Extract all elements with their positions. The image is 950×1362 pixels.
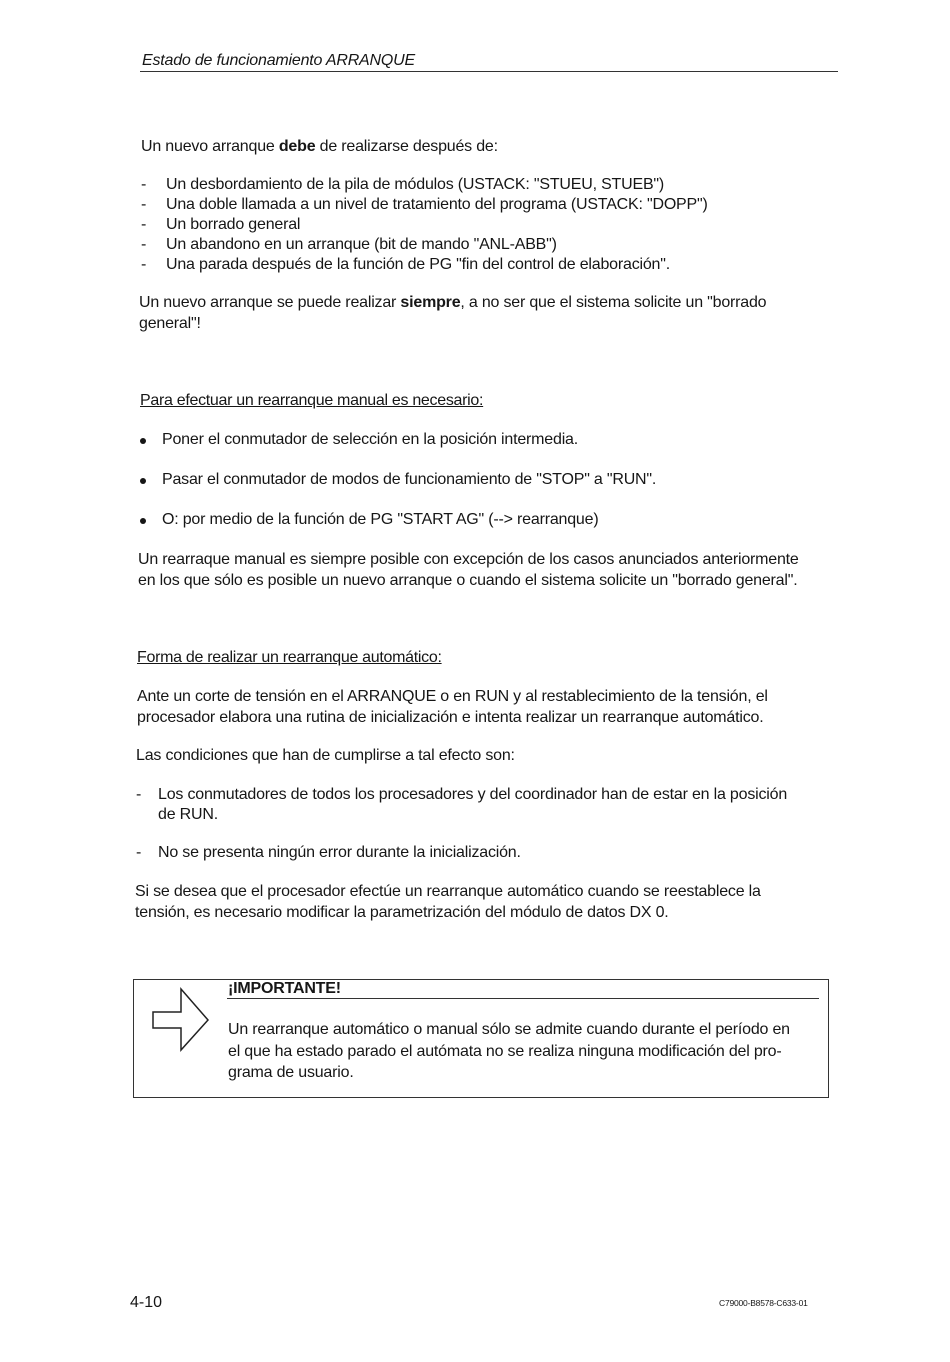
- paragraph-line: Un rearraque manual es siempre posible con excepción de los casos anunciados anteriormente: [138, 551, 799, 568]
- list-item: [141, 215, 708, 235]
- list-item-text: Un desbordamiento de la pila de módulos (USTACK: "STUEU, STUEB"): [166, 176, 665, 193]
- list-item-text: Una parada después de la función de PG "fin del control de elaboración".: [166, 256, 670, 273]
- closing-text-pre: Un nuevo arranque se puede realizar: [139, 294, 401, 311]
- list-item-text: Un abandono en un arranque (bit de mando "ANL-ABB"): [166, 236, 557, 253]
- intro-text-pre: Un nuevo arranque: [141, 138, 279, 155]
- page-number: 4-10: [130, 1294, 163, 1311]
- bullet-text: Pasar el conmutador de modos de funcionamiento de "STOP" a "RUN".: [162, 471, 657, 488]
- list-item: [141, 235, 708, 255]
- dash-marker: -: [141, 176, 147, 193]
- condition-line: Los conmutadores de todos los procesadores y del coordinador han de estar en la posición: [158, 786, 788, 803]
- dash-marker: -: [136, 844, 142, 861]
- dash-marker: -: [136, 786, 142, 803]
- important-notice-box: [133, 979, 829, 1098]
- bullet-item: [140, 430, 578, 450]
- intro-text-post: de realizarse después de:: [315, 138, 498, 155]
- section3-paragraph1: [137, 686, 768, 728]
- intro-text-bold: debe: [278, 138, 316, 155]
- section1-intro: [141, 136, 498, 157]
- list-item-text: Un borrado general: [166, 216, 301, 233]
- paragraph-line: Si se desea que el procesador efectúe un rearranque automático cuando se reestablece la: [135, 883, 761, 900]
- important-title-rule: [227, 998, 819, 999]
- arrow-right-icon: [151, 986, 213, 1052]
- condition-line: No se presenta ningún error durante la inicialización.: [158, 844, 521, 861]
- section3-paragraph2: Las condiciones que han de cumplirse a tal efecto son:: [136, 747, 515, 764]
- list-item: [141, 255, 708, 275]
- document-code: C79000-B8578-C633-01: [719, 1298, 808, 1308]
- bullet-dot: [140, 478, 146, 484]
- dash-marker: -: [141, 196, 147, 213]
- list-item: [141, 195, 708, 215]
- bullet-dot: [140, 438, 146, 444]
- dash-marker: -: [141, 256, 147, 273]
- bullet-text: O: por medio de la función de PG "START AG" (--> rearranque): [162, 511, 599, 528]
- dash-marker: -: [141, 236, 147, 253]
- bullet-text: Poner el conmutador de selección en la posición intermedia.: [162, 431, 579, 448]
- condition-line: de RUN.: [158, 806, 218, 823]
- important-title: ¡IMPORTANTE!: [228, 980, 341, 997]
- closing-line-2: general"!: [139, 315, 201, 332]
- section-heading-automatic: Forma de realizar un rearranque automático:: [137, 649, 442, 666]
- header-rule: [140, 71, 838, 72]
- condition-item: [136, 843, 521, 863]
- bullet-dot: [140, 518, 146, 524]
- section2-paragraph: [138, 549, 799, 591]
- dash-marker: -: [141, 216, 147, 233]
- closing-text-post: , a no ser que el sistema solicite un "borrado: [460, 294, 767, 311]
- closing-text-bold: siempre: [400, 294, 461, 311]
- section1-closing: [139, 292, 766, 334]
- paragraph-line: tensión, es necesario modificar la parametrización del módulo de datos DX 0.: [135, 904, 669, 921]
- section-heading-manual: Para efectuar un rearranque manual es necesario:: [140, 392, 484, 409]
- paragraph-line: Ante un corte de tensión en el ARRANQUE o en RUN y al restablecimiento de la tensión, el: [137, 688, 768, 705]
- important-text: [228, 1019, 790, 1084]
- paragraph-line: en los que sólo es posible un nuevo arranque o cuando el sistema solicite un "borrado general".: [138, 572, 798, 589]
- important-line: el que ha estado parado el autómata no se realiza ninguna modificación del pro-: [228, 1042, 782, 1060]
- important-line: Un rearranque automático o manual sólo se admite cuando durante el período en: [228, 1021, 790, 1038]
- important-line: grama de usuario.: [228, 1064, 354, 1081]
- bullet-item: [140, 510, 598, 530]
- condition-item: [136, 785, 787, 825]
- list-item: [141, 175, 708, 195]
- bullet-item: [140, 470, 656, 490]
- running-header: Estado de funcionamiento ARRANQUE: [142, 52, 415, 69]
- restart-conditions-list: [141, 175, 708, 275]
- list-item-text: Una doble llamada a un nivel de tratamiento del programa (USTACK: "DOPP"): [166, 196, 708, 213]
- section3-paragraph3: [135, 881, 761, 923]
- closing-line-1: [139, 292, 766, 313]
- paragraph-line: procesador elabora una rutina de inicialización e intenta realizar un rearranque automático.: [137, 709, 764, 726]
